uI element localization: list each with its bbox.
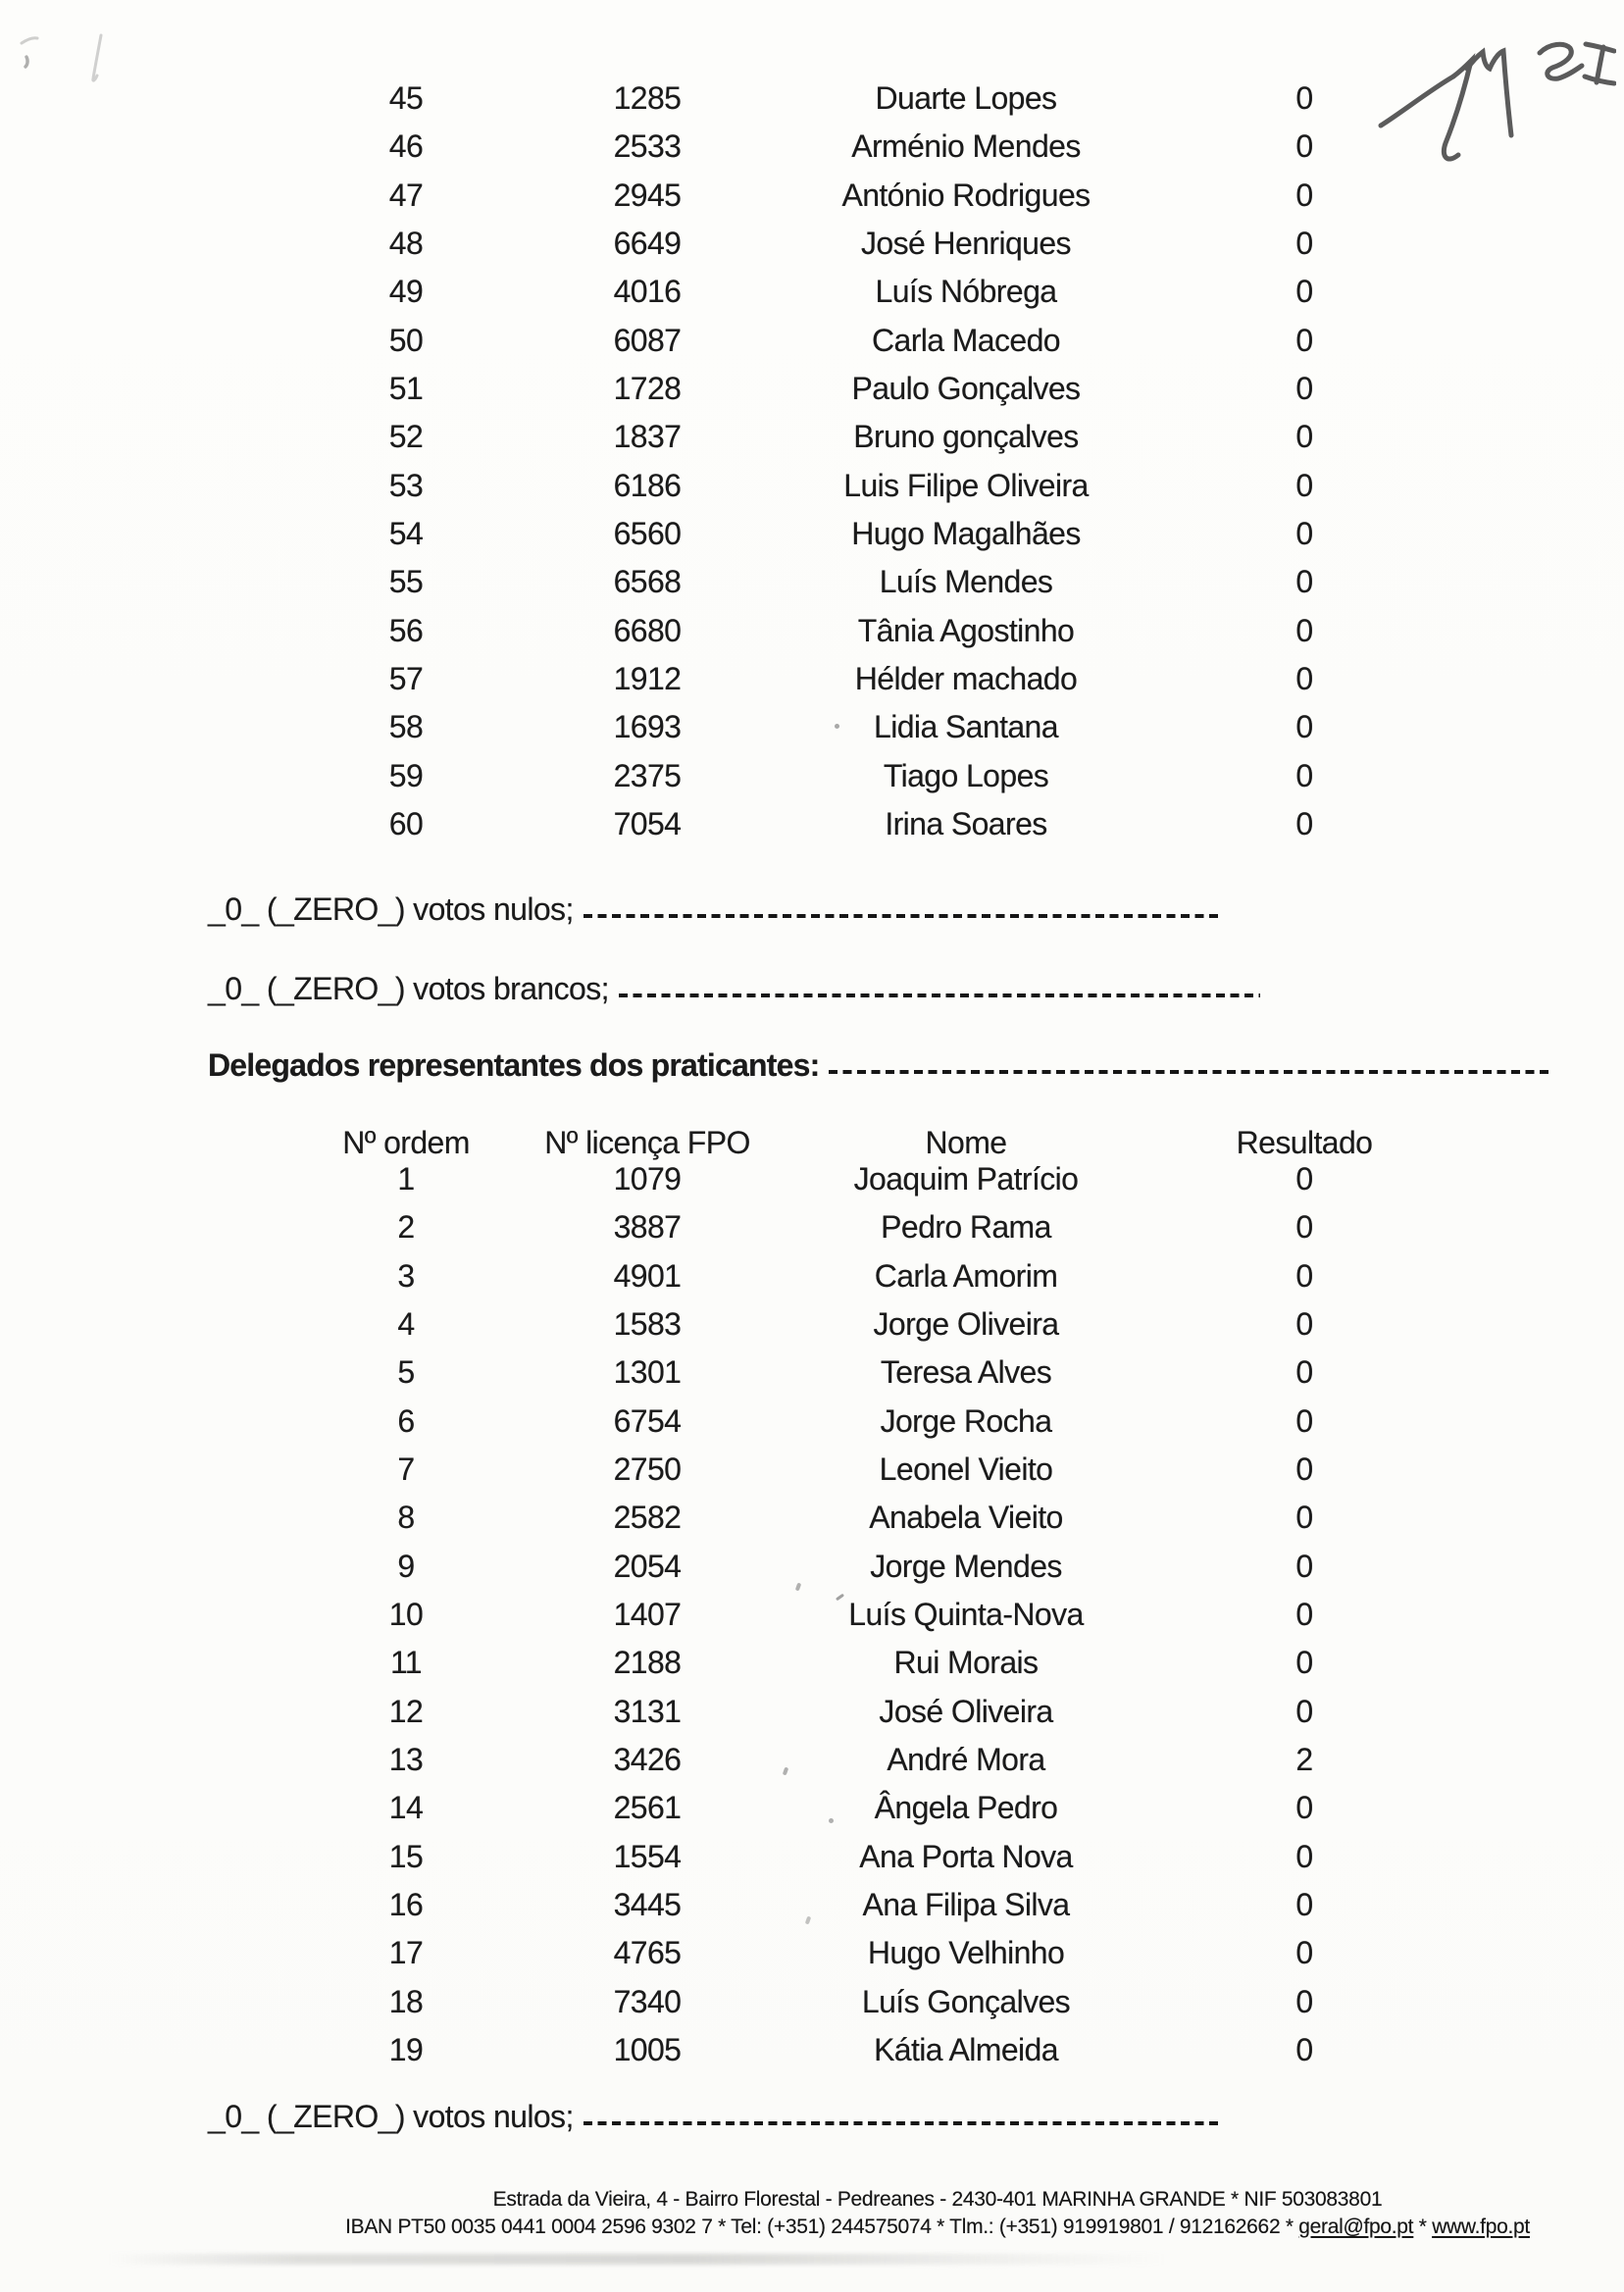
ordem-cell: 18 bbox=[388, 1983, 424, 2019]
resultado-cell: 0 bbox=[1295, 1209, 1313, 1246]
table-row bbox=[0, 1543, 1624, 1591]
licenca-cell: 4016 bbox=[613, 274, 682, 310]
resultado-cell: 0 bbox=[1295, 1935, 1313, 1971]
resultado-cell: 0 bbox=[1295, 1790, 1313, 1826]
licenca-cell: 7054 bbox=[613, 806, 682, 842]
resultado-cell: 0 bbox=[1295, 274, 1313, 310]
votos-nulos-line-1 bbox=[208, 886, 1221, 933]
resultado-cell: 0 bbox=[1295, 419, 1313, 455]
licenca-cell: 4765 bbox=[613, 1935, 682, 1971]
table-row bbox=[0, 413, 1624, 461]
table-row bbox=[0, 1591, 1624, 1639]
resultado-cell: 0 bbox=[1295, 1548, 1313, 1584]
nome-cell: Joaquim Patrício bbox=[853, 1161, 1079, 1197]
nome-cell: Ana Filipa Silva bbox=[862, 1887, 1070, 1923]
licenca-cell: 1301 bbox=[613, 1354, 682, 1391]
ordem-cell: 59 bbox=[388, 757, 424, 793]
table-row bbox=[0, 317, 1624, 365]
nome-cell: Jorge Rocha bbox=[880, 1402, 1052, 1439]
resultado-cell: 0 bbox=[1295, 709, 1313, 745]
delegados-heading-line bbox=[208, 1042, 1549, 1089]
nome-cell: Pedro Rama bbox=[881, 1209, 1051, 1246]
ordem-cell: 48 bbox=[388, 226, 424, 262]
nome-cell: Duarte Lopes bbox=[875, 80, 1057, 117]
nome-cell: Bruno gonçalves bbox=[853, 419, 1079, 455]
resultado-cell: 0 bbox=[1295, 1257, 1313, 1294]
ordem-cell: 11 bbox=[389, 1645, 423, 1681]
table-row bbox=[0, 268, 1624, 316]
scan-speck bbox=[829, 1818, 834, 1823]
header-ordem: Nº ordem bbox=[342, 1124, 470, 1160]
ordem-cell: 46 bbox=[388, 128, 424, 165]
ordem-cell: 15 bbox=[388, 1838, 424, 1874]
table-row bbox=[0, 1833, 1624, 1881]
table-row bbox=[0, 703, 1624, 751]
table-row bbox=[0, 2026, 1624, 2074]
dash-filler bbox=[584, 914, 1221, 918]
ordem-cell: 8 bbox=[397, 1500, 415, 1536]
ordem-cell: 45 bbox=[388, 80, 424, 117]
licenca-cell: 2945 bbox=[613, 177, 682, 213]
licenca-cell: 1837 bbox=[613, 419, 682, 455]
licenca-cell: 3445 bbox=[613, 1887, 682, 1923]
table-row bbox=[0, 1929, 1624, 1977]
resultado-cell: 0 bbox=[1295, 1161, 1313, 1197]
resultado-cell: 0 bbox=[1295, 2032, 1313, 2068]
licenca-cell: 6087 bbox=[613, 322, 682, 358]
table-row bbox=[0, 1784, 1624, 1832]
resultado-cell: 0 bbox=[1295, 1402, 1313, 1439]
licenca-cell: 1554 bbox=[613, 1838, 682, 1874]
ordem-cell: 3 bbox=[397, 1257, 415, 1294]
ordem-cell: 1 bbox=[397, 1161, 415, 1197]
resultado-cell: 0 bbox=[1295, 1597, 1313, 1633]
table-row bbox=[0, 800, 1624, 848]
table-row bbox=[0, 1349, 1624, 1397]
licenca-cell: 7340 bbox=[613, 1983, 682, 2019]
resultado-cell: 0 bbox=[1295, 371, 1313, 407]
ordem-cell: 54 bbox=[388, 516, 424, 552]
votos-brancos-line bbox=[208, 965, 1260, 1012]
table-row bbox=[0, 1446, 1624, 1494]
ordem-cell: 7 bbox=[397, 1452, 415, 1488]
ordem-cell: 10 bbox=[388, 1597, 424, 1633]
nome-cell: Jorge Mendes bbox=[870, 1548, 1062, 1584]
licenca-cell: 1583 bbox=[613, 1306, 682, 1343]
licenca-cell: 2533 bbox=[613, 128, 682, 165]
table-row bbox=[0, 220, 1624, 268]
dash-filler bbox=[829, 1070, 1549, 1074]
footer-contacts-line bbox=[251, 2216, 1624, 2239]
nome-cell: André Mora bbox=[887, 1742, 1045, 1778]
licenca-cell: 1693 bbox=[613, 709, 682, 745]
footer-separator: * bbox=[1413, 2216, 1433, 2238]
nome-cell: Kátia Almeida bbox=[874, 2032, 1058, 2068]
resultado-cell: 0 bbox=[1295, 1693, 1313, 1729]
table-row bbox=[0, 1494, 1624, 1542]
ordem-cell: 51 bbox=[388, 371, 424, 407]
licenca-cell: 1912 bbox=[613, 661, 682, 697]
nome-cell: Irina Soares bbox=[885, 806, 1047, 842]
table-row bbox=[0, 1203, 1624, 1251]
scan-speck bbox=[835, 724, 839, 729]
resultado-cell: 0 bbox=[1295, 1354, 1313, 1391]
resultado-cell: 0 bbox=[1295, 467, 1313, 503]
resultado-cell: 0 bbox=[1295, 322, 1313, 358]
resultado-cell: 0 bbox=[1295, 1306, 1313, 1343]
licenca-cell: 2561 bbox=[613, 1790, 682, 1826]
table-row bbox=[0, 365, 1624, 413]
nome-cell: Luís Quinta-Nova bbox=[848, 1597, 1084, 1633]
resultado-cell: 0 bbox=[1295, 177, 1313, 213]
ordem-cell: 58 bbox=[388, 709, 424, 745]
nome-cell: Anabela Vieito bbox=[869, 1500, 1063, 1536]
ordem-cell: 53 bbox=[388, 467, 424, 503]
results-table-continued bbox=[0, 75, 1624, 848]
nome-cell: Carla Macedo bbox=[871, 322, 1060, 358]
nome-cell: Ana Porta Nova bbox=[859, 1838, 1073, 1874]
nome-cell: Ângela Pedro bbox=[874, 1790, 1058, 1826]
licenca-cell: 2188 bbox=[613, 1645, 682, 1681]
ordem-cell: 50 bbox=[388, 322, 424, 358]
table-row bbox=[0, 1736, 1624, 1784]
nome-cell: Lidia Santana bbox=[874, 709, 1058, 745]
header-licenca: Nº licença FPO bbox=[544, 1124, 750, 1160]
resultado-cell: 0 bbox=[1295, 128, 1313, 165]
table-row bbox=[0, 75, 1624, 123]
table-row bbox=[0, 123, 1624, 171]
delegados-heading-text: Delegados representantes dos praticantes: bbox=[208, 1046, 820, 1083]
licenca-cell: 3131 bbox=[613, 1693, 682, 1729]
footer-email-link: geral@fpo.pt bbox=[1298, 2216, 1414, 2238]
resultado-cell: 0 bbox=[1295, 516, 1313, 552]
resultado-cell: 0 bbox=[1295, 661, 1313, 697]
nome-cell: Paulo Gonçalves bbox=[851, 371, 1081, 407]
table-row bbox=[0, 1639, 1624, 1687]
table-row bbox=[0, 558, 1624, 606]
nome-cell: Hugo Magalhães bbox=[851, 516, 1081, 552]
dash-filler bbox=[619, 993, 1260, 997]
ordem-cell: 4 bbox=[397, 1306, 415, 1343]
nome-cell: Luís Nóbrega bbox=[875, 274, 1057, 310]
ordem-cell: 17 bbox=[388, 1935, 424, 1971]
nome-cell: Arménio Mendes bbox=[851, 128, 1081, 165]
licenca-cell: 1079 bbox=[613, 1161, 682, 1197]
table-row bbox=[0, 607, 1624, 655]
ordem-cell: 57 bbox=[388, 661, 424, 697]
votos-nulos-text: _0_ (_ZERO_) votos nulos; bbox=[208, 891, 574, 927]
nome-cell: Luís Mendes bbox=[879, 564, 1053, 600]
ordem-cell: 14 bbox=[388, 1790, 424, 1826]
nome-cell: Tânia Agostinho bbox=[857, 612, 1075, 648]
licenca-cell: 6568 bbox=[613, 564, 682, 600]
table-row bbox=[0, 1252, 1624, 1300]
resultado-cell: 0 bbox=[1295, 1983, 1313, 2019]
licenca-cell: 1285 bbox=[613, 80, 682, 117]
resultado-cell: 0 bbox=[1295, 1838, 1313, 1874]
resultado-cell: 0 bbox=[1295, 757, 1313, 793]
votos-nulos-line-2 bbox=[208, 2093, 1221, 2140]
resultado-cell: 0 bbox=[1295, 226, 1313, 262]
ordem-cell: 19 bbox=[388, 2032, 424, 2068]
nome-cell: Teresa Alves bbox=[880, 1354, 1052, 1391]
resultado-cell: 0 bbox=[1295, 1887, 1313, 1923]
table-row bbox=[0, 1155, 1624, 1203]
nome-cell: Carla Amorim bbox=[874, 1257, 1058, 1294]
footer-iban-tel-text: IBAN PT50 0035 0441 0004 2596 9302 7 * Tel: (+351) 244575074 * Tlm.: (+351) 919919801 / 912162662 * bbox=[345, 2216, 1299, 2238]
nome-cell: José Henriques bbox=[861, 226, 1071, 262]
footer-website-link: www.fpo.pt bbox=[1432, 2216, 1530, 2238]
resultado-cell: 0 bbox=[1295, 1500, 1313, 1536]
licenca-cell: 3887 bbox=[613, 1209, 682, 1246]
ordem-cell: 55 bbox=[388, 564, 424, 600]
dash-filler bbox=[584, 2121, 1221, 2125]
nome-cell: Jorge Oliveira bbox=[873, 1306, 1059, 1343]
table-row bbox=[0, 1398, 1624, 1446]
ordem-cell: 12 bbox=[388, 1693, 424, 1729]
ordem-cell: 56 bbox=[388, 612, 424, 648]
licenca-cell: 2750 bbox=[613, 1452, 682, 1488]
licenca-cell: 1728 bbox=[613, 371, 682, 407]
ordem-cell: 49 bbox=[388, 274, 424, 310]
resultado-cell: 2 bbox=[1295, 1742, 1313, 1778]
table-row bbox=[0, 1881, 1624, 1929]
nome-cell: Luís Gonçalves bbox=[861, 1983, 1071, 2019]
licenca-cell: 1407 bbox=[613, 1597, 682, 1633]
licenca-cell: 6560 bbox=[613, 516, 682, 552]
footer-address-text: Estrada da Vieira, 4 - Bairro Florestal - Pedreanes - 2430-401 MARINHA GRANDE * NIF 503083801 bbox=[492, 2188, 1383, 2211]
ordem-cell: 13 bbox=[388, 1742, 424, 1778]
nome-cell: Hugo Velhinho bbox=[867, 1935, 1065, 1971]
ordem-cell: 47 bbox=[388, 177, 424, 213]
votos-brancos-text: _0_ (_ZERO_) votos brancos; bbox=[208, 970, 609, 1006]
licenca-cell: 4901 bbox=[613, 1257, 682, 1294]
nome-cell: António Rodrigues bbox=[841, 177, 1091, 213]
table-row bbox=[0, 1978, 1624, 2026]
resultado-cell: 0 bbox=[1295, 806, 1313, 842]
nome-cell: Luis Filipe Oliveira bbox=[843, 467, 1089, 503]
ordem-cell: 52 bbox=[388, 419, 424, 455]
ordem-cell: 2 bbox=[397, 1209, 415, 1246]
ordem-cell: 60 bbox=[388, 806, 424, 842]
table-row bbox=[0, 510, 1624, 558]
table-row bbox=[0, 1300, 1624, 1349]
ordem-cell: 6 bbox=[397, 1402, 415, 1439]
resultado-cell: 0 bbox=[1295, 1452, 1313, 1488]
resultado-cell: 0 bbox=[1295, 1645, 1313, 1681]
licenca-cell: 3426 bbox=[613, 1742, 682, 1778]
footer-address-line bbox=[251, 2188, 1624, 2212]
ordem-cell: 5 bbox=[397, 1354, 415, 1391]
ordem-cell: 9 bbox=[397, 1548, 415, 1584]
nome-cell: Rui Morais bbox=[893, 1645, 1039, 1681]
scan-streak bbox=[108, 2254, 1167, 2265]
votos-nulos-text: _0_ (_ZERO_) votos nulos; bbox=[208, 2098, 574, 2134]
nome-cell: Tiago Lopes bbox=[883, 757, 1049, 793]
licenca-cell: 2375 bbox=[613, 757, 682, 793]
nome-cell: José Oliveira bbox=[879, 1693, 1053, 1729]
ordem-cell: 16 bbox=[388, 1887, 424, 1923]
resultado-cell: 0 bbox=[1295, 564, 1313, 600]
resultado-cell: 0 bbox=[1295, 612, 1313, 648]
licenca-cell: 6680 bbox=[613, 612, 682, 648]
licenca-cell: 6186 bbox=[613, 467, 682, 503]
licenca-cell: 1005 bbox=[613, 2032, 682, 2068]
table-row bbox=[0, 462, 1624, 510]
licenca-cell: 6754 bbox=[613, 1402, 682, 1439]
nome-cell: Leonel Vieito bbox=[879, 1452, 1053, 1488]
table-row bbox=[0, 655, 1624, 703]
table-row bbox=[0, 752, 1624, 800]
header-resultado: Resultado bbox=[1236, 1124, 1373, 1160]
table-row bbox=[0, 172, 1624, 220]
table-row bbox=[0, 1688, 1624, 1736]
nome-cell: Hélder machado bbox=[854, 661, 1078, 697]
licenca-cell: 2054 bbox=[613, 1548, 682, 1584]
licenca-cell: 2582 bbox=[613, 1500, 682, 1536]
licenca-cell: 6649 bbox=[613, 226, 682, 262]
delegados-table bbox=[0, 1155, 1624, 2074]
header-nome: Nome bbox=[925, 1124, 1007, 1160]
resultado-cell: 0 bbox=[1295, 80, 1313, 117]
